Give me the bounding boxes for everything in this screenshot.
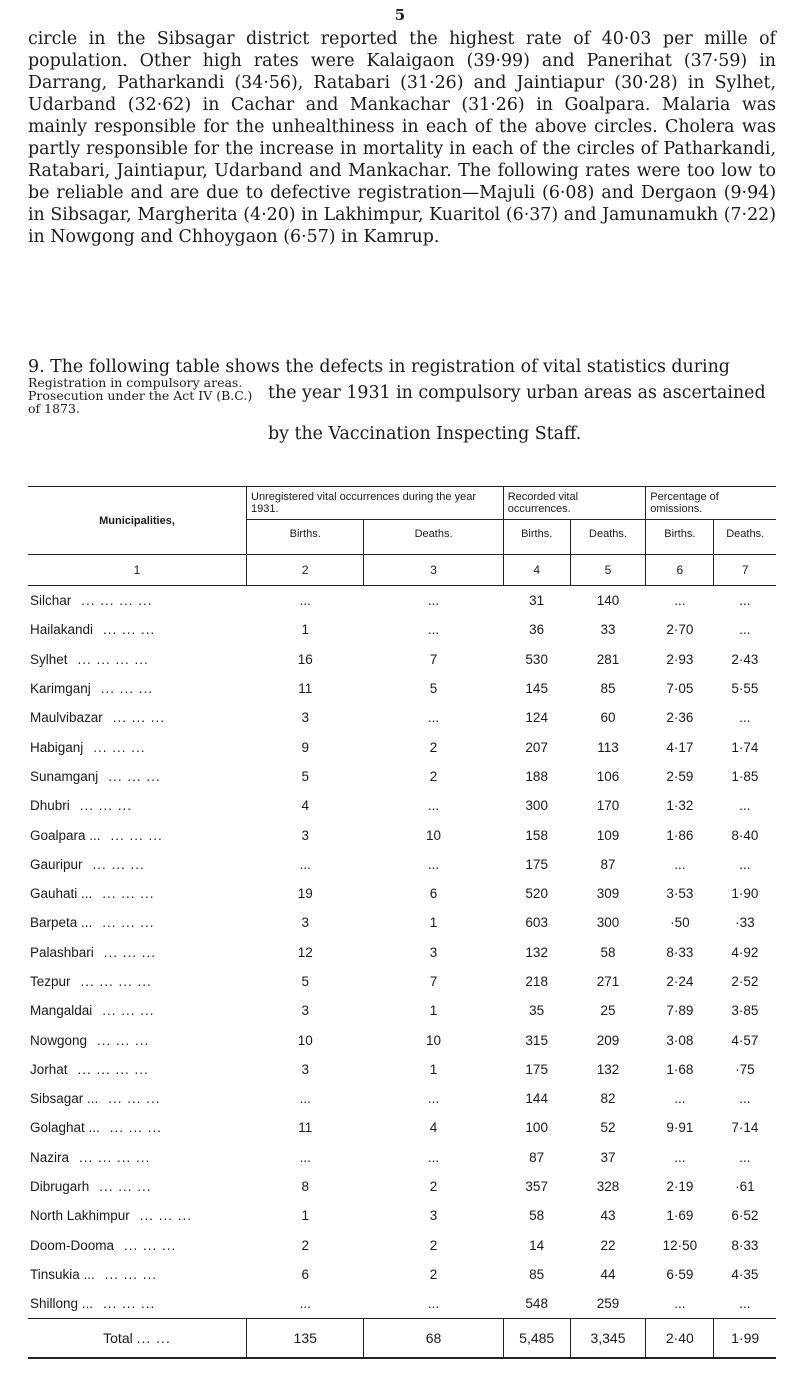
table-row xyxy=(28,645,776,674)
leader-dots: ... ... ... xyxy=(139,1208,193,1224)
pct-births-cell: 7·05 xyxy=(666,681,694,697)
unreg-deaths-cell: 3 xyxy=(429,944,438,960)
vital-statistics-table xyxy=(28,486,776,1359)
total-rec-births: 5,485 xyxy=(503,1319,570,1359)
municipality-name: Sunamganj xyxy=(30,768,99,784)
total-dots: ... ... xyxy=(136,1330,171,1347)
unreg-births-cell: ... xyxy=(299,1149,311,1165)
unreg-deaths-cell: 2 xyxy=(429,768,438,784)
leader-dots: ... ... ... xyxy=(103,944,157,960)
municipality-cell xyxy=(28,908,247,937)
table-row xyxy=(28,1025,776,1054)
municipality-cell xyxy=(28,850,247,879)
rec-deaths-cell: 52 xyxy=(600,1120,616,1136)
leader-dots: ... ... ... xyxy=(93,739,146,755)
municipality-name: Goalpara ... xyxy=(30,827,101,843)
municipality-cell xyxy=(28,586,247,616)
rec-births-cell: 207 xyxy=(525,739,548,755)
rec-births-cell: 58 xyxy=(529,1208,545,1224)
municipality-cell xyxy=(28,1055,247,1084)
leader-dots: ... ... ... xyxy=(124,1237,177,1253)
total-pct-deaths: 1·99 xyxy=(714,1319,776,1359)
column-numbers-row xyxy=(28,555,776,586)
rec-deaths-cell: 87 xyxy=(600,856,616,872)
leader-dots: ... ... ... xyxy=(79,798,133,814)
rec-births-cell: 603 xyxy=(525,915,548,931)
rec-deaths-cell: 37 xyxy=(600,1149,616,1165)
unreg-births-cell: ... xyxy=(299,1091,311,1107)
unreg-births-cell: 16 xyxy=(297,651,313,667)
rec-births-cell: 218 xyxy=(525,974,548,989)
table-row xyxy=(28,1260,776,1289)
rec-deaths-cell: 33 xyxy=(600,622,616,638)
unreg-deaths-cell: ... xyxy=(427,1296,440,1312)
table-row xyxy=(28,1055,776,1084)
rec-deaths-cell: 113 xyxy=(597,739,619,755)
column-number: 5 xyxy=(570,555,646,586)
leader-dots: ... ... ... xyxy=(92,856,145,872)
leader-dots: ... ... ... xyxy=(108,768,161,784)
unreg-deaths-cell: 6 xyxy=(429,886,438,902)
leader-dots: ... ... ... ... xyxy=(79,1149,151,1165)
rec-births-cell: 35 xyxy=(529,1003,545,1019)
table-row xyxy=(28,674,776,703)
pct-deaths-cell: ... xyxy=(739,1091,751,1107)
pct-births-cell: ... xyxy=(674,856,686,872)
unreg-deaths-cell: 1 xyxy=(429,915,438,931)
pct-births-cell: 2·19 xyxy=(666,1179,694,1195)
municipality-name: Karimganj xyxy=(30,681,91,697)
rec-deaths-cell: 140 xyxy=(596,593,620,609)
intro-text: circle in the Sibsagar district reported the highest rate of 40·03 per mille of population. Other high rates were Kalaigaon (39·99) and Panerihat (37·59) in Darrang, Patharkandi (34·56), Ratabari (31·26) and Jaintiapur (30·28) in Sylhet, Udarband (32·62) in Cachar and Mankachar (31·26) in Goalpara. Malaria was mainly responsible for the unhealthiness in each of the above circles. Cholera was partly responsible for the increase in mortality in each of the circles of Patharkandi, Ratabari, Jaintiapur, Udarband and Mankachar. The following rates were too low to be reliable and are due to defective registration—Majuli (6·08) and Dergaon (9·94) in Sibsagar, Margherita (4·20) in Lakhimpur, Kuaritol (6·37) and Jamunamukh (7·22) in Nowgong and Chhoygaon (6·57) in Kamrup. xyxy=(28,29,776,247)
pct-deaths-cell: ... xyxy=(739,710,751,726)
rec-deaths-cell: 109 xyxy=(596,827,620,843)
rec-deaths-cell: 106 xyxy=(596,768,620,784)
pct-deaths-cell: 5·55 xyxy=(731,681,759,697)
pct-births-cell: ... xyxy=(674,1296,686,1312)
rec-deaths-cell: 60 xyxy=(600,710,616,726)
rec-births-cell: 357 xyxy=(525,1179,548,1195)
pct-deaths-cell: 1·90 xyxy=(731,886,759,902)
header-recorded: Recorded vital occurrences. xyxy=(503,487,646,520)
header-percentage: Percentage of omissions. xyxy=(646,487,776,520)
unreg-deaths-cell: ... xyxy=(427,1091,440,1107)
municipality-cell xyxy=(28,732,247,761)
pct-births-cell: 1·68 xyxy=(666,1061,694,1077)
unreg-births-cell: 3 xyxy=(301,1061,309,1077)
municipality-cell xyxy=(28,1201,247,1230)
table-row xyxy=(28,1084,776,1113)
unreg-deaths-cell: 2 xyxy=(429,1237,438,1253)
total-pct-births: 2·40 xyxy=(646,1319,714,1359)
municipality-name: Dibrugarh xyxy=(30,1179,90,1195)
pct-deaths-cell: 4·92 xyxy=(731,944,759,960)
municipality-name: Shillong ... xyxy=(30,1296,94,1312)
pct-births-cell: 6·59 xyxy=(666,1266,694,1282)
pct-births-cell: 3·08 xyxy=(666,1032,694,1048)
table-row xyxy=(28,1143,776,1172)
rec-births-cell: 175 xyxy=(525,1061,548,1077)
municipality-name: Doom-Dooma xyxy=(30,1237,115,1253)
municipality-cell xyxy=(28,1113,247,1142)
rec-births-cell: 175 xyxy=(525,856,548,872)
page-number: 5 xyxy=(394,6,406,24)
leader-dots: ... ... ... xyxy=(109,1120,163,1136)
unreg-births-cell: 3 xyxy=(301,1003,309,1019)
municipality-cell xyxy=(28,820,247,849)
column-number: 7 xyxy=(714,555,776,586)
total-rec-deaths: 3,345 xyxy=(570,1319,646,1359)
leader-dots: ... ... ... xyxy=(100,681,154,697)
unreg-births-cell: 8 xyxy=(301,1179,309,1195)
unreg-deaths-cell: 10 xyxy=(426,827,442,843)
rec-deaths-cell: 132 xyxy=(596,1061,620,1077)
leader-dots: ... ... ... xyxy=(112,710,166,726)
rec-births-cell: 315 xyxy=(525,1032,548,1048)
table-row xyxy=(28,967,776,996)
pct-deaths-cell: 8·33 xyxy=(731,1237,759,1253)
leader-dots: ... ... ... xyxy=(103,1296,156,1312)
total-row xyxy=(28,1319,776,1359)
pct-births-cell: 3·53 xyxy=(666,886,694,902)
pct-deaths-cell: ·33 xyxy=(735,915,755,931)
rec-deaths-cell: 85 xyxy=(600,681,616,697)
rec-deaths-cell: 82 xyxy=(600,1091,616,1107)
municipality-cell xyxy=(28,615,247,644)
unreg-births-cell: 11 xyxy=(298,1120,313,1136)
leader-dots: ... ... ... ... xyxy=(80,974,152,989)
municipality-name: Nazira xyxy=(30,1149,70,1165)
leader-dots: ... ... ... xyxy=(97,1032,150,1048)
municipality-cell xyxy=(28,674,247,703)
rec-deaths-cell: 300 xyxy=(596,915,620,931)
leader-dots: ... ... ... ... xyxy=(81,593,153,609)
municipality-name: Maulvibazar xyxy=(30,710,103,726)
municipality-name: Gauripur xyxy=(30,856,83,872)
unreg-births-cell: 1 xyxy=(301,622,309,638)
municipality-cell xyxy=(28,791,247,820)
pct-births-cell: 8·33 xyxy=(666,944,694,960)
pct-births-cell: 1·86 xyxy=(666,827,694,843)
leader-dots: ... ... ... xyxy=(104,1266,158,1282)
rec-deaths-cell: 43 xyxy=(600,1208,616,1224)
municipality-name: Nowgong xyxy=(30,1032,88,1048)
pct-deaths-cell: 2·43 xyxy=(731,651,759,667)
unreg-births-cell: 3 xyxy=(301,915,309,931)
rec-births-cell: 132 xyxy=(525,944,548,960)
municipality-name: Jorhat xyxy=(30,1061,68,1077)
leader-dots: ... ... ... ... xyxy=(77,651,149,667)
leader-dots: ... ... ... xyxy=(102,1003,155,1019)
rec-births-cell: 36 xyxy=(529,622,545,638)
rec-births-cell: 300 xyxy=(525,798,548,814)
municipality-name: Gauhati ... xyxy=(30,886,93,902)
total-label-text: Total xyxy=(103,1330,133,1347)
unreg-births-cell: 5 xyxy=(301,974,309,989)
pct-deaths-cell: ... xyxy=(739,798,751,814)
municipality-cell xyxy=(28,996,247,1025)
table-row xyxy=(28,879,776,908)
pct-deaths-cell: ... xyxy=(739,622,751,638)
municipality-name: Sibsagar ... xyxy=(30,1091,99,1107)
rec-deaths-cell: 58 xyxy=(600,944,616,960)
unreg-births-cell: 5 xyxy=(301,768,309,784)
rec-deaths-cell: 271 xyxy=(596,974,620,989)
unreg-deaths-cell: ... xyxy=(427,1149,440,1165)
pct-births-cell: 2·70 xyxy=(666,622,694,638)
leader-dots: ... ... ... xyxy=(103,622,156,638)
unreg-births-cell: 10 xyxy=(297,1032,313,1048)
rec-births-cell: 14 xyxy=(529,1237,545,1253)
unreg-births-cell: ... xyxy=(299,1296,311,1312)
municipality-cell xyxy=(28,1289,247,1319)
unreg-births-cell: 1 xyxy=(301,1208,309,1224)
pct-births-cell: 2·93 xyxy=(666,651,694,667)
pct-deaths-cell: 1·85 xyxy=(731,768,759,784)
unreg-births-cell: 6 xyxy=(301,1266,309,1282)
rec-births-cell: 188 xyxy=(525,768,548,784)
municipality-name: Tezpur xyxy=(30,974,71,989)
municipality-name: Silchar xyxy=(30,593,72,609)
unreg-deaths-cell: ... xyxy=(427,622,440,638)
header-unreg-births: Births. xyxy=(247,520,364,555)
pct-deaths-cell: 3·85 xyxy=(731,1003,759,1019)
municipality-cell xyxy=(28,762,247,791)
unreg-deaths-cell: 7 xyxy=(429,974,438,989)
table-row xyxy=(28,703,776,732)
total-unreg-deaths: 68 xyxy=(364,1319,503,1359)
municipality-name: Habiganj xyxy=(30,739,84,755)
municipality-cell xyxy=(28,1025,247,1054)
municipality-name: Hailakandi xyxy=(30,622,94,638)
rec-births-cell: 530 xyxy=(525,651,548,667)
pct-births-cell: ... xyxy=(674,593,686,609)
rec-births-cell: 144 xyxy=(525,1091,548,1107)
pct-births-cell: 1·69 xyxy=(666,1208,694,1224)
header-unreg-deaths: Deaths. xyxy=(364,520,503,555)
unreg-births-cell: 12 xyxy=(297,944,313,960)
rec-births-cell: 100 xyxy=(525,1120,548,1136)
municipality-cell xyxy=(28,1084,247,1113)
table-row xyxy=(28,1231,776,1260)
table-row xyxy=(28,996,776,1025)
pct-deaths-cell: 4·35 xyxy=(731,1266,759,1282)
unreg-births-cell: ... xyxy=(299,856,311,872)
rec-births-cell: 124 xyxy=(525,710,548,726)
header-rec-deaths: Deaths. xyxy=(570,520,646,555)
total-unreg-births: 135 xyxy=(247,1319,364,1359)
table-row xyxy=(28,938,776,967)
rec-births-cell: 158 xyxy=(525,827,548,843)
pct-deaths-cell: 1·74 xyxy=(731,739,759,755)
pct-births-cell: 9·91 xyxy=(666,1120,694,1136)
rec-deaths-cell: 44 xyxy=(600,1266,616,1282)
column-number: 3 xyxy=(364,555,503,586)
municipality-cell xyxy=(28,645,247,674)
pct-births-cell: 2·59 xyxy=(666,768,694,784)
table-row xyxy=(28,615,776,644)
unreg-deaths-cell: 7 xyxy=(429,651,438,667)
pct-deaths-cell: ... xyxy=(739,1149,751,1165)
unreg-deaths-cell: ... xyxy=(427,710,440,726)
table-row xyxy=(28,732,776,761)
unreg-deaths-cell: 5 xyxy=(429,681,438,697)
header-pct-deaths: Deaths. xyxy=(714,520,776,555)
table-row xyxy=(28,1172,776,1201)
unreg-deaths-cell: 2 xyxy=(429,739,438,755)
rec-deaths-cell: 259 xyxy=(596,1296,620,1312)
municipality-cell xyxy=(28,1172,247,1201)
total-label xyxy=(28,1319,247,1359)
unreg-deaths-cell: 1 xyxy=(429,1003,438,1019)
unreg-births-cell: 2 xyxy=(301,1237,309,1253)
unreg-births-cell: 11 xyxy=(298,681,313,697)
table-row xyxy=(28,791,776,820)
rec-births-cell: 31 xyxy=(529,593,545,609)
rec-deaths-cell: 309 xyxy=(596,886,620,902)
pct-births-cell: 2·36 xyxy=(666,710,694,726)
pct-deaths-cell: ... xyxy=(739,1296,751,1312)
header-unregistered: Unregistered vital occurrences during the year 1931. xyxy=(247,487,504,520)
leader-dots: ... ... ... xyxy=(102,886,155,902)
leader-dots: ... ... ... xyxy=(110,827,163,843)
rec-deaths-cell: 25 xyxy=(600,1003,616,1019)
margin-note: Registration in compulsory areas. Prosecution under the Act IV (B.C.) of 1873. xyxy=(28,375,253,416)
rec-deaths-cell: 328 xyxy=(596,1179,620,1195)
rec-births-cell: 145 xyxy=(525,681,548,697)
table-row xyxy=(28,850,776,879)
unreg-deaths-cell: 2 xyxy=(429,1179,438,1195)
pct-deaths-cell: ·61 xyxy=(735,1179,755,1195)
municipality-name: Palashbari xyxy=(30,944,94,960)
municipality-cell xyxy=(28,703,247,732)
municipality-cell xyxy=(28,879,247,908)
pct-births-cell: 1·32 xyxy=(666,798,694,814)
pct-births-cell: 12·50 xyxy=(662,1237,698,1253)
column-number: 1 xyxy=(28,555,247,586)
unreg-births-cell: ... xyxy=(299,593,311,609)
table-row xyxy=(28,586,776,616)
unreg-births-cell: 9 xyxy=(301,739,309,755)
unreg-deaths-cell: 2 xyxy=(429,1266,438,1282)
pct-deaths-cell: 2·52 xyxy=(731,974,759,989)
rec-deaths-cell: 281 xyxy=(596,651,620,667)
municipality-cell xyxy=(28,1143,247,1172)
section-9-line-3: by the Vaccination Inspecting Staff. xyxy=(268,424,582,444)
municipality-name: North Lakhimpur xyxy=(30,1208,130,1224)
pct-deaths-cell: ·75 xyxy=(735,1061,755,1077)
unreg-deaths-cell: 3 xyxy=(429,1208,438,1224)
unreg-births-cell: 19 xyxy=(297,886,313,902)
section-9-line-2: the year 1931 in compulsory urban areas as ascertained xyxy=(268,383,766,403)
municipality-name: Dhubri xyxy=(30,798,70,814)
pct-deaths-cell: 8·40 xyxy=(731,827,759,843)
rec-births-cell: 548 xyxy=(525,1296,548,1312)
unreg-deaths-cell: 10 xyxy=(426,1032,442,1048)
unreg-deaths-cell: 1 xyxy=(429,1061,438,1077)
column-number: 2 xyxy=(247,555,364,586)
header-rec-births: Births. xyxy=(503,520,570,555)
leader-dots: ... ... ... xyxy=(99,1179,152,1195)
pct-births-cell: ... xyxy=(674,1149,686,1165)
table-row xyxy=(28,1201,776,1230)
municipality-cell xyxy=(28,1231,247,1260)
rec-births-cell: 87 xyxy=(529,1149,545,1165)
unreg-deaths-cell: 4 xyxy=(429,1120,438,1136)
table-row xyxy=(28,820,776,849)
leader-dots: ... ... ... ... xyxy=(77,1061,149,1077)
unreg-births-cell: 3 xyxy=(301,710,309,726)
table-row xyxy=(28,1289,776,1319)
pct-deaths-cell: 4·57 xyxy=(731,1032,759,1048)
unreg-deaths-cell: ... xyxy=(427,593,440,609)
unreg-births-cell: 4 xyxy=(301,798,309,814)
rec-births-cell: 85 xyxy=(529,1266,545,1282)
pct-deaths-cell: ... xyxy=(739,856,751,872)
pct-births-cell: 7·89 xyxy=(666,1003,694,1019)
pct-births-cell: ... xyxy=(674,1091,686,1107)
table-body xyxy=(28,586,776,1319)
municipality-name: Sylhet xyxy=(30,651,68,667)
unreg-births-cell: 3 xyxy=(301,827,309,843)
pct-deaths-cell: ... xyxy=(739,593,751,609)
municipality-name: Barpeta ... xyxy=(30,915,93,931)
municipality-cell xyxy=(28,967,247,996)
intro-paragraph xyxy=(28,28,776,248)
pct-births-cell: 4·17 xyxy=(666,739,694,755)
pct-deaths-cell: 7·14 xyxy=(731,1120,759,1136)
table-row xyxy=(28,1113,776,1142)
pct-deaths-cell: 6·52 xyxy=(731,1208,759,1224)
pct-births-cell: 2·24 xyxy=(666,974,694,989)
header-municipalities: Municipalities, xyxy=(28,487,247,555)
municipality-name: Tinsukia ... xyxy=(30,1266,95,1282)
leader-dots: ... ... ... xyxy=(102,915,155,931)
municipality-cell xyxy=(28,1260,247,1289)
column-number: 4 xyxy=(503,555,570,586)
header-pct-births: Births. xyxy=(646,520,714,555)
rec-deaths-cell: 209 xyxy=(596,1032,620,1048)
table-row xyxy=(28,762,776,791)
table-row xyxy=(28,908,776,937)
section-9-heading: 9. The following table shows the defects in registration of vital statistics during xyxy=(28,357,730,377)
unreg-deaths-cell: ... xyxy=(427,856,440,872)
leader-dots: ... ... ... xyxy=(108,1091,161,1107)
municipality-name: Golaghat ... xyxy=(30,1120,100,1136)
rec-deaths-cell: 170 xyxy=(596,798,620,814)
rec-deaths-cell: 22 xyxy=(600,1237,616,1253)
municipality-cell xyxy=(28,938,247,967)
unreg-deaths-cell: ... xyxy=(427,798,440,814)
pct-births-cell: ·50 xyxy=(670,915,690,931)
rec-births-cell: 520 xyxy=(525,886,548,902)
municipality-name: Mangaldai xyxy=(30,1003,93,1019)
column-number: 6 xyxy=(646,555,714,586)
